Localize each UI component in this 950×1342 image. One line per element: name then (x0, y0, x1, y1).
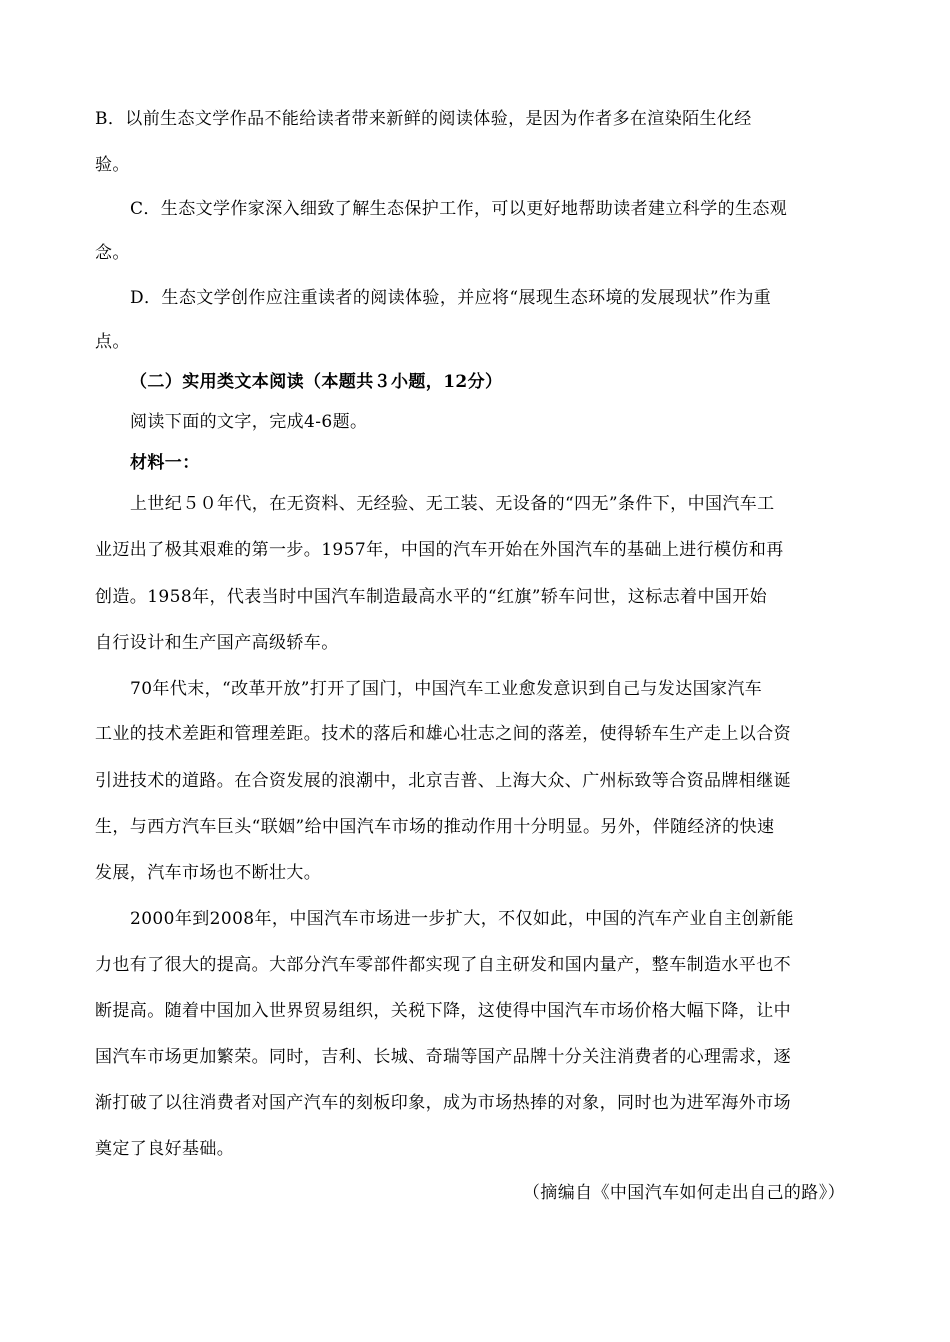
paragraph-3-line: 渐打破了以往消费者对国产汽车的刻板印象，成为市场热捧的对象，同时也为进军海外市场 (95, 1093, 791, 1113)
paragraph-1-line: 上世纪５０年代，在无资料、无经验、无工装、无设备的“四无”条件下，中国汽车工 (130, 494, 775, 514)
option-b-line-2: 验。 (95, 155, 130, 175)
section-instruction: 阅读下面的文字，完成4-6题。 (130, 412, 368, 432)
paragraph-1-line: 创造。1958年，代表当时中国汽车制造最高水平的“红旗”轿车问世，这标志着中国开始 (95, 587, 768, 607)
paragraph-3-line: 力也有了很大的提高。大部分汽车零部件都实现了自主研发和国内量产，整车制造水平也不 (95, 955, 791, 975)
paragraph-2-line: 生，与西方汽车巨头“联姻”给中国汽车市场的推动作用十分明显。另外，伴随经济的快速 (95, 817, 775, 837)
section-heading: （二）实用类文本阅读（本题共３小题，12分） (130, 372, 503, 392)
paragraph-3-line: 断提高。随着中国加入世界贸易组织，关税下降，这使得中国汽车市场价格大幅下降，让中 (95, 1001, 791, 1021)
paragraph-3-line: 2000年到2008年，中国汽车市场进一步扩大，不仅如此，中国的汽车产业自主创新能 (130, 909, 794, 929)
paragraph-2-line: 发展，汽车市场也不断壮大。 (95, 863, 322, 883)
paragraph-1-line: 业迈出了极其艰难的第一步。1957年，中国的汽车开始在外国汽车的基础上进行模仿和再 (95, 540, 784, 560)
paragraph-2-line: 工业的技术差距和管理差距。技术的落后和雄心壮志之间的落差，使得轿车生产走上以合资 (95, 724, 791, 744)
paragraph-2-line: 引进技术的道路。在合资发展的浪潮中，北京吉普、上海大众、广州标致等合资品牌相继诞 (95, 771, 791, 791)
option-d-line-2: 点。 (95, 332, 130, 352)
option-c-line-1: C．生态文学作家深入细致了解生态保护工作，可以更好地帮助读者建立科学的生态观 (130, 199, 788, 219)
source-note: （摘编自《中国汽车如何走出自己的路》） (522, 1183, 845, 1203)
option-c-line-2: 念。 (95, 243, 130, 263)
paragraph-3-line: 国汽车市场更加繁荣。同时，吉利、长城、奇瑞等国产品牌十分关注消费者的心理需求，逐 (95, 1047, 791, 1067)
paragraph-1-line: 自行设计和生产国产高级轿车。 (95, 633, 339, 653)
option-d-line-1: D．生态文学创作应注重读者的阅读体验，并应将“展现生态环境的发展现状”作为重 (130, 288, 772, 308)
option-b-line-1: B．以前生态文学作品不能给读者带来新鲜的阅读体验，是因为作者多在渲染陌生化经 (95, 109, 752, 129)
material-label: 材料一： (130, 453, 200, 473)
paragraph-3-line: 奠定了良好基础。 (95, 1139, 235, 1159)
paragraph-2-line: 70年代末，“改革开放”打开了国门，中国汽车工业愈发意识到自己与发达国家汽车 (130, 679, 763, 699)
